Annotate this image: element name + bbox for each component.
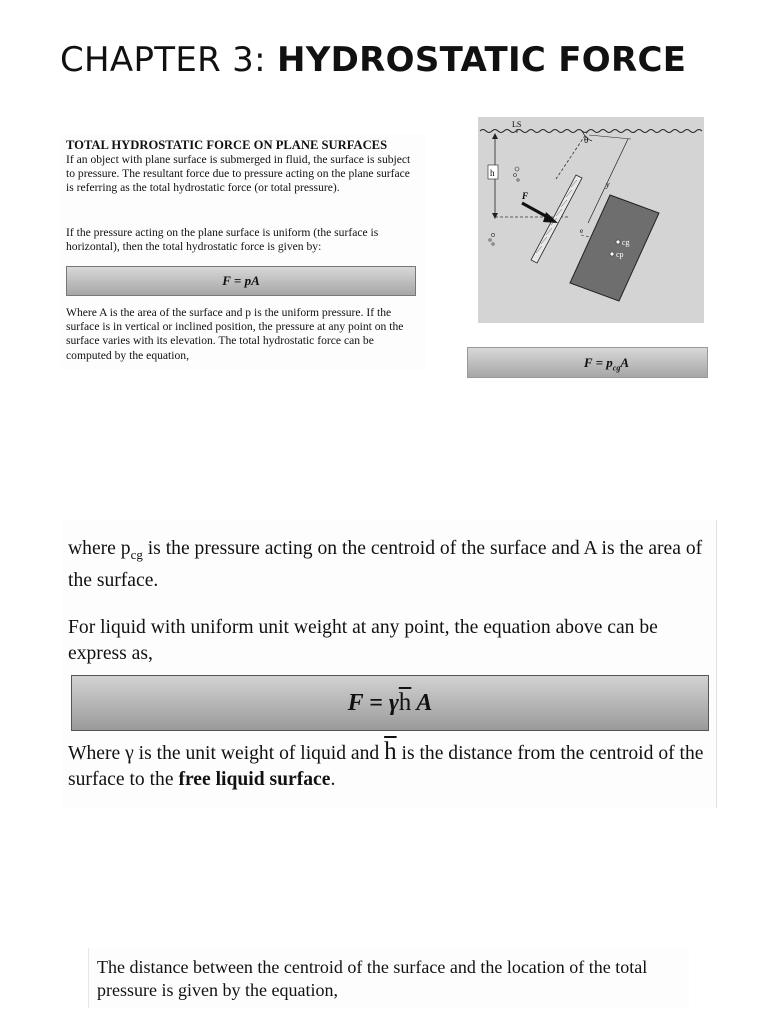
- e-label: e: [580, 227, 584, 235]
- equation-f-pcg-a: [467, 347, 708, 378]
- paragraph-where-a: Where A is the area of the surface and p is the uniform pressure. If the surface is in vertical or inclined position, the pressure at any point on the surface varies with its elevation. The total hydrostatic force can be computed by the equation,: [66, 306, 404, 362]
- scan-section-distance: [88, 948, 689, 1008]
- y-label: y: [606, 180, 610, 189]
- paragraph-uniform-weight: For liquid with uniform unit weight at any point, the equation above can be express as,: [68, 617, 658, 664]
- paragraph-where-gamma: Where γ is the unit weight of liquid and $\overline{h}$ is the distance from the centroid of the surface to the free liquid surface.: [68, 738, 704, 790]
- title-bold: HYDROSTATIC FORCE: [276, 40, 687, 80]
- title-prefix: CHAPTER 3:: [60, 40, 277, 80]
- paragraph-pcg: where $p_{cg}$ is the pressure acting on the centroid of the surface and A is the area of the surface.: [68, 538, 703, 591]
- cg-label: cg: [622, 238, 630, 247]
- submerged-body: [570, 195, 659, 301]
- paragraph-distance: The distance between the centroid of the surface and the location of the total pressure is given by the equation,: [97, 957, 648, 1000]
- force-label: F: [522, 191, 529, 201]
- paragraph-uniform: If the pressure acting on the plane surface is uniform (the surface is horizontal), then the total hydrostatic force is given by:: [66, 226, 379, 254]
- inclined-surface-diagram: [478, 117, 704, 323]
- ls-label: LS: [512, 120, 522, 129]
- scan-section-unit-weight: [62, 520, 717, 808]
- paragraph-intro: If an object with plane surface is submerged in fluid, the surface is subject to pressure. The resultant force due to pressure acting on the plane surface is referring as the total hydrostatic force (or total pressure).: [66, 153, 411, 195]
- h-label: h: [490, 168, 495, 178]
- page-title: [60, 40, 686, 80]
- diagram-svg: [478, 117, 704, 323]
- equation-f-pa: F = pA: [66, 266, 416, 296]
- scan-section-total-force: [60, 134, 426, 370]
- eq2-lhs: F = p: [583, 355, 613, 370]
- theta-label: θ: [584, 135, 589, 145]
- cp-label: cp: [616, 250, 624, 259]
- equation-f-gamma-h-a: $F = \gamma\overline{h}$ A: [71, 675, 709, 731]
- inclined-plate: [531, 175, 582, 263]
- liquid-surface-line: [480, 130, 702, 133]
- eq2-sub: cg: [612, 363, 621, 373]
- eq2-rhs: A: [620, 355, 629, 370]
- section-heading: TOTAL HYDROSTATIC FORCE ON PLANE SURFACES: [66, 138, 388, 152]
